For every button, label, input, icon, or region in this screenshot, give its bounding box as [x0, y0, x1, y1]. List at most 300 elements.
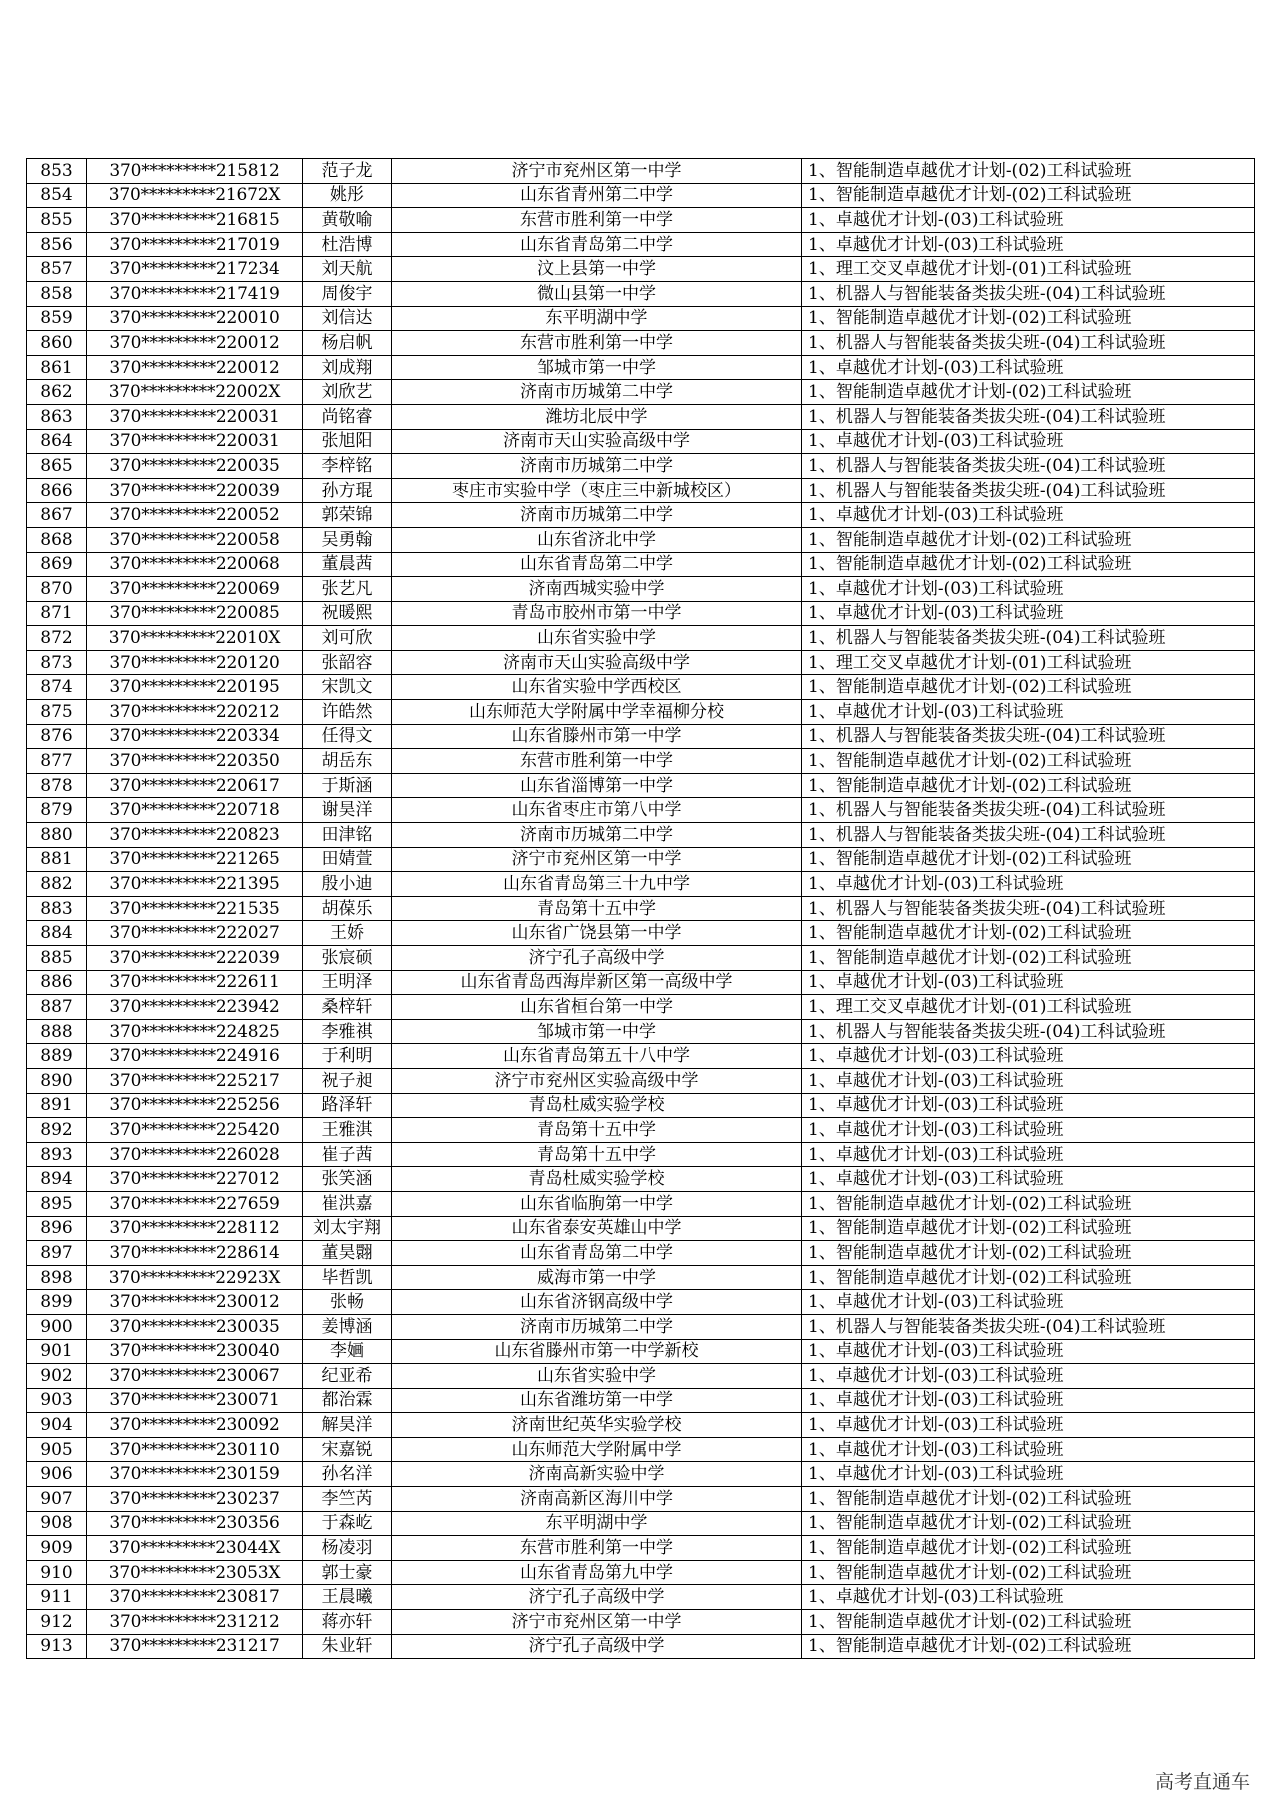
major-program-cell: 1、智能制造卓越优才计划-(02)工科试验班	[802, 946, 1255, 971]
student-name-cell: 张宸硕	[303, 946, 392, 971]
high-school-cell: 济南高新实验中学	[392, 1462, 802, 1487]
table-row	[27, 577, 1255, 602]
high-school-cell: 济南世纪英华实验学校	[392, 1413, 802, 1438]
high-school-cell: 济南市天山实验高级中学	[392, 650, 802, 675]
table-row	[27, 380, 1255, 405]
student-id-cell: 370*********230237	[87, 1487, 303, 1512]
major-program-cell: 1、卓越优才计划-(03)工科试验班	[802, 1364, 1255, 1389]
row-number-cell: 883	[27, 896, 87, 921]
major-program-cell: 1、智能制造卓越优才计划-(02)工科试验班	[802, 159, 1255, 184]
student-id-cell: 370*********220010	[87, 306, 303, 331]
major-program-cell: 1、卓越优才计划-(03)工科试验班	[802, 1339, 1255, 1364]
table-row	[27, 823, 1255, 848]
student-id-cell: 370*********220350	[87, 749, 303, 774]
student-id-cell: 370*********21672X	[87, 183, 303, 208]
table-row	[27, 1437, 1255, 1462]
major-program-cell: 1、卓越优才计划-(03)工科试验班	[802, 1093, 1255, 1118]
major-program-cell: 1、卓越优才计划-(03)工科试验班	[802, 1413, 1255, 1438]
student-id-cell: 370*********220195	[87, 675, 303, 700]
student-name-cell: 范子龙	[303, 159, 392, 184]
student-name-cell: 王娇	[303, 921, 392, 946]
major-program-cell: 1、智能制造卓越优才计划-(02)工科试验班	[802, 1610, 1255, 1635]
major-program-cell: 1、卓越优才计划-(03)工科试验班	[802, 970, 1255, 995]
major-program-cell: 1、卓越优才计划-(03)工科试验班	[802, 1388, 1255, 1413]
high-school-cell: 济南市历城第二中学	[392, 503, 802, 528]
student-name-cell: 姚彤	[303, 183, 392, 208]
table-row	[27, 1068, 1255, 1093]
student-name-cell: 王雅淇	[303, 1118, 392, 1143]
table-row	[27, 159, 1255, 184]
high-school-cell: 青岛杜威实验学校	[392, 1167, 802, 1192]
student-id-cell: 370*********22010X	[87, 626, 303, 651]
student-id-cell: 370*********22002X	[87, 380, 303, 405]
high-school-cell: 东营市胜利第一中学	[392, 1536, 802, 1561]
row-number-cell: 881	[27, 847, 87, 872]
table-row	[27, 675, 1255, 700]
high-school-cell: 青岛第十五中学	[392, 896, 802, 921]
major-program-cell: 1、机器人与智能装备类拔尖班-(04)工科试验班	[802, 454, 1255, 479]
student-name-cell: 许皓然	[303, 700, 392, 725]
row-number-cell: 907	[27, 1487, 87, 1512]
student-id-cell: 370*********221265	[87, 847, 303, 872]
high-school-cell: 山东省青岛第三十九中学	[392, 872, 802, 897]
student-id-cell: 370*********225420	[87, 1118, 303, 1143]
student-id-cell: 370*********220035	[87, 454, 303, 479]
student-id-cell: 370*********220212	[87, 700, 303, 725]
table-row	[27, 1585, 1255, 1610]
row-number-cell: 858	[27, 281, 87, 306]
student-name-cell: 董晨茜	[303, 552, 392, 577]
student-name-cell: 尚铭睿	[303, 404, 392, 429]
major-program-cell: 1、智能制造卓越优才计划-(02)工科试验班	[802, 1241, 1255, 1266]
major-program-cell: 1、卓越优才计划-(03)工科试验班	[802, 429, 1255, 454]
row-number-cell: 903	[27, 1388, 87, 1413]
student-id-cell: 370*********220039	[87, 478, 303, 503]
row-number-cell: 900	[27, 1314, 87, 1339]
high-school-cell: 济南市天山实验高级中学	[392, 429, 802, 454]
student-name-cell: 祝暖熙	[303, 601, 392, 626]
student-name-cell: 桑梓轩	[303, 995, 392, 1020]
student-name-cell: 黄敬喻	[303, 208, 392, 233]
table-row	[27, 306, 1255, 331]
major-program-cell: 1、机器人与智能装备类拔尖班-(04)工科试验班	[802, 478, 1255, 503]
student-id-cell: 370*********230110	[87, 1437, 303, 1462]
student-name-cell: 于森屹	[303, 1511, 392, 1536]
table-row	[27, 700, 1255, 725]
high-school-cell: 潍坊北辰中学	[392, 404, 802, 429]
major-program-cell: 1、智能制造卓越优才计划-(02)工科试验班	[802, 1634, 1255, 1659]
student-name-cell: 刘天航	[303, 257, 392, 282]
student-id-cell: 370*********227659	[87, 1191, 303, 1216]
student-id-cell: 370*********220617	[87, 773, 303, 798]
student-id-cell: 370*********215812	[87, 159, 303, 184]
student-id-cell: 370*********216815	[87, 208, 303, 233]
high-school-cell: 汶上县第一中学	[392, 257, 802, 282]
table-row	[27, 1290, 1255, 1315]
high-school-cell: 山东省济北中学	[392, 527, 802, 552]
high-school-cell: 枣庄市实验中学（枣庄三中新城校区）	[392, 478, 802, 503]
student-name-cell: 郭荣锦	[303, 503, 392, 528]
row-number-cell: 865	[27, 454, 87, 479]
table-row	[27, 1241, 1255, 1266]
row-number-cell: 867	[27, 503, 87, 528]
row-number-cell: 911	[27, 1585, 87, 1610]
row-number-cell: 863	[27, 404, 87, 429]
row-number-cell: 854	[27, 183, 87, 208]
table-row	[27, 478, 1255, 503]
table-row	[27, 1093, 1255, 1118]
student-name-cell: 胡岳东	[303, 749, 392, 774]
row-number-cell: 853	[27, 159, 87, 184]
high-school-cell: 邹城市第一中学	[392, 355, 802, 380]
high-school-cell: 青岛第十五中学	[392, 1142, 802, 1167]
table-row	[27, 1118, 1255, 1143]
row-number-cell: 891	[27, 1093, 87, 1118]
row-number-cell: 856	[27, 232, 87, 257]
student-name-cell: 谢昊洋	[303, 798, 392, 823]
table-row	[27, 1314, 1255, 1339]
student-id-cell: 370*********230067	[87, 1364, 303, 1389]
table-row	[27, 208, 1255, 233]
high-school-cell: 微山县第一中学	[392, 281, 802, 306]
high-school-cell: 济宁市兖州区第一中学	[392, 1610, 802, 1635]
major-program-cell: 1、机器人与智能装备类拔尖班-(04)工科试验班	[802, 331, 1255, 356]
major-program-cell: 1、卓越优才计划-(03)工科试验班	[802, 577, 1255, 602]
row-number-cell: 885	[27, 946, 87, 971]
table-row	[27, 331, 1255, 356]
student-id-cell: 370*********217419	[87, 281, 303, 306]
major-program-cell: 1、理工交叉卓越优才计划-(01)工科试验班	[802, 995, 1255, 1020]
row-number-cell: 888	[27, 1019, 87, 1044]
student-id-cell: 370*********220069	[87, 577, 303, 602]
student-name-cell: 张畅	[303, 1290, 392, 1315]
major-program-cell: 1、智能制造卓越优才计划-(02)工科试验班	[802, 1560, 1255, 1585]
major-program-cell: 1、智能制造卓越优才计划-(02)工科试验班	[802, 921, 1255, 946]
high-school-cell: 山东省青岛第五十八中学	[392, 1044, 802, 1069]
major-program-cell: 1、智能制造卓越优才计划-(02)工科试验班	[802, 749, 1255, 774]
footer-watermark: 高考直通车	[1154, 1771, 1250, 1793]
student-name-cell: 刘欣艺	[303, 380, 392, 405]
major-program-cell: 1、智能制造卓越优才计划-(02)工科试验班	[802, 847, 1255, 872]
table-row	[27, 1560, 1255, 1585]
student-name-cell: 刘太宇翔	[303, 1216, 392, 1241]
major-program-cell: 1、卓越优才计划-(03)工科试验班	[802, 1290, 1255, 1315]
row-number-cell: 857	[27, 257, 87, 282]
high-school-cell: 青岛杜威实验学校	[392, 1093, 802, 1118]
row-number-cell: 902	[27, 1364, 87, 1389]
row-number-cell: 855	[27, 208, 87, 233]
table-row	[27, 1265, 1255, 1290]
table-row	[27, 970, 1255, 995]
student-id-cell: 370*********220012	[87, 355, 303, 380]
major-program-cell: 1、机器人与智能装备类拔尖班-(04)工科试验班	[802, 281, 1255, 306]
row-number-cell: 873	[27, 650, 87, 675]
high-school-cell: 山东师范大学附属中学幸福柳分校	[392, 700, 802, 725]
row-number-cell: 879	[27, 798, 87, 823]
row-number-cell: 877	[27, 749, 87, 774]
student-name-cell: 孙名洋	[303, 1462, 392, 1487]
row-number-cell: 860	[27, 331, 87, 356]
student-id-cell: 370*********221395	[87, 872, 303, 897]
student-name-cell: 郭士豪	[303, 1560, 392, 1585]
student-id-cell: 370*********231212	[87, 1610, 303, 1635]
table-row	[27, 552, 1255, 577]
table-row	[27, 798, 1255, 823]
student-name-cell: 刘信达	[303, 306, 392, 331]
table-row	[27, 404, 1255, 429]
major-program-cell: 1、卓越优才计划-(03)工科试验班	[802, 1118, 1255, 1143]
major-program-cell: 1、智能制造卓越优才计划-(02)工科试验班	[802, 773, 1255, 798]
table-row	[27, 1388, 1255, 1413]
row-number-cell: 895	[27, 1191, 87, 1216]
major-program-cell: 1、理工交叉卓越优才计划-(01)工科试验班	[802, 257, 1255, 282]
major-program-cell: 1、卓越优才计划-(03)工科试验班	[802, 232, 1255, 257]
student-id-cell: 370*********220085	[87, 601, 303, 626]
student-name-cell: 张韶容	[303, 650, 392, 675]
student-name-cell: 李婳	[303, 1339, 392, 1364]
high-school-cell: 山东省青岛第二中学	[392, 552, 802, 577]
student-name-cell: 任得文	[303, 724, 392, 749]
student-id-cell: 370*********225217	[87, 1068, 303, 1093]
major-program-cell: 1、卓越优才计划-(03)工科试验班	[802, 1462, 1255, 1487]
row-number-cell: 876	[27, 724, 87, 749]
student-id-cell: 370*********22923X	[87, 1265, 303, 1290]
row-number-cell: 872	[27, 626, 87, 651]
major-program-cell: 1、智能制造卓越优才计划-(02)工科试验班	[802, 1536, 1255, 1561]
student-name-cell: 刘可欣	[303, 626, 392, 651]
table-row	[27, 896, 1255, 921]
high-school-cell: 山东省桓台第一中学	[392, 995, 802, 1020]
student-id-cell: 370*********220823	[87, 823, 303, 848]
student-name-cell: 祝子昶	[303, 1068, 392, 1093]
row-number-cell: 901	[27, 1339, 87, 1364]
high-school-cell: 济南市历城第二中学	[392, 454, 802, 479]
student-id-cell: 370*********220718	[87, 798, 303, 823]
student-name-cell: 路泽轩	[303, 1093, 392, 1118]
student-name-cell: 宋凯文	[303, 675, 392, 700]
student-id-cell: 370*********228112	[87, 1216, 303, 1241]
student-id-cell: 370*********220031	[87, 404, 303, 429]
major-program-cell: 1、卓越优才计划-(03)工科试验班	[802, 1585, 1255, 1610]
row-number-cell: 912	[27, 1610, 87, 1635]
student-name-cell: 李梓铭	[303, 454, 392, 479]
student-name-cell: 都治霖	[303, 1388, 392, 1413]
row-number-cell: 893	[27, 1142, 87, 1167]
major-program-cell: 1、卓越优才计划-(03)工科试验班	[802, 872, 1255, 897]
high-school-cell: 东营市胜利第一中学	[392, 331, 802, 356]
student-name-cell: 张旭阳	[303, 429, 392, 454]
major-program-cell: 1、卓越优才计划-(03)工科试验班	[802, 1167, 1255, 1192]
student-name-cell: 纪亚希	[303, 1364, 392, 1389]
major-program-cell: 1、智能制造卓越优才计划-(02)工科试验班	[802, 1191, 1255, 1216]
high-school-cell: 山东省淄博第一中学	[392, 773, 802, 798]
row-number-cell: 910	[27, 1560, 87, 1585]
student-id-cell: 370*********230159	[87, 1462, 303, 1487]
table-row	[27, 995, 1255, 1020]
row-number-cell: 896	[27, 1216, 87, 1241]
high-school-cell: 山东省滕州市第一中学	[392, 724, 802, 749]
table-row	[27, 1142, 1255, 1167]
student-id-cell: 370*********224916	[87, 1044, 303, 1069]
row-number-cell: 909	[27, 1536, 87, 1561]
student-id-cell: 370*********217019	[87, 232, 303, 257]
table-row	[27, 1339, 1255, 1364]
table-row	[27, 946, 1255, 971]
high-school-cell: 东营市胜利第一中学	[392, 208, 802, 233]
row-number-cell: 861	[27, 355, 87, 380]
high-school-cell: 济宁孔子高级中学	[392, 1634, 802, 1659]
student-id-cell: 370*********220012	[87, 331, 303, 356]
high-school-cell: 山东省济钢高级中学	[392, 1290, 802, 1315]
row-number-cell: 875	[27, 700, 87, 725]
major-program-cell: 1、智能制造卓越优才计划-(02)工科试验班	[802, 183, 1255, 208]
student-name-cell: 于斯涵	[303, 773, 392, 798]
row-number-cell: 880	[27, 823, 87, 848]
table-row	[27, 1044, 1255, 1069]
student-id-cell: 370*********217234	[87, 257, 303, 282]
student-name-cell: 宋嘉锐	[303, 1437, 392, 1462]
table-row	[27, 1536, 1255, 1561]
table-row	[27, 1191, 1255, 1216]
student-name-cell: 张笑涵	[303, 1167, 392, 1192]
table-row	[27, 527, 1255, 552]
student-name-cell: 董昊翾	[303, 1241, 392, 1266]
row-number-cell: 905	[27, 1437, 87, 1462]
row-number-cell: 869	[27, 552, 87, 577]
student-id-cell: 370*********220120	[87, 650, 303, 675]
high-school-cell: 山东省潍坊第一中学	[392, 1388, 802, 1413]
row-number-cell: 878	[27, 773, 87, 798]
table-row	[27, 921, 1255, 946]
student-id-cell: 370*********231217	[87, 1634, 303, 1659]
student-id-cell: 370*********220058	[87, 527, 303, 552]
student-name-cell: 胡葆乐	[303, 896, 392, 921]
high-school-cell: 济南市历城第二中学	[392, 1314, 802, 1339]
student-name-cell: 孙方琨	[303, 478, 392, 503]
high-school-cell: 山东省实验中学西校区	[392, 675, 802, 700]
major-program-cell: 1、卓越优才计划-(03)工科试验班	[802, 355, 1255, 380]
major-program-cell: 1、理工交叉卓越优才计划-(01)工科试验班	[802, 650, 1255, 675]
row-number-cell: 897	[27, 1241, 87, 1266]
row-number-cell: 882	[27, 872, 87, 897]
table-row	[27, 749, 1255, 774]
student-name-cell: 王明泽	[303, 970, 392, 995]
row-number-cell: 884	[27, 921, 87, 946]
high-school-cell: 东平明湖中学	[392, 1511, 802, 1536]
major-program-cell: 1、卓越优才计划-(03)工科试验班	[802, 700, 1255, 725]
student-id-cell: 370*********228614	[87, 1241, 303, 1266]
student-name-cell: 周俊宇	[303, 281, 392, 306]
high-school-cell: 山东省青岛第九中学	[392, 1560, 802, 1585]
student-id-cell: 370*********221535	[87, 896, 303, 921]
row-number-cell: 868	[27, 527, 87, 552]
high-school-cell: 山东省青岛第二中学	[392, 232, 802, 257]
high-school-cell: 济宁市兖州区实验高级中学	[392, 1068, 802, 1093]
student-id-cell: 370*********222027	[87, 921, 303, 946]
major-program-cell: 1、智能制造卓越优才计划-(02)工科试验班	[802, 1487, 1255, 1512]
row-number-cell: 874	[27, 675, 87, 700]
major-program-cell: 1、机器人与智能装备类拔尖班-(04)工科试验班	[802, 896, 1255, 921]
table-row	[27, 1167, 1255, 1192]
major-program-cell: 1、卓越优才计划-(03)工科试验班	[802, 1437, 1255, 1462]
student-id-cell: 370*********220334	[87, 724, 303, 749]
row-number-cell: 906	[27, 1462, 87, 1487]
table-row	[27, 626, 1255, 651]
student-id-cell: 370*********23044X	[87, 1536, 303, 1561]
high-school-cell: 济宁孔子高级中学	[392, 1585, 802, 1610]
student-name-cell: 解昊洋	[303, 1413, 392, 1438]
major-program-cell: 1、卓越优才计划-(03)工科试验班	[802, 1044, 1255, 1069]
student-name-cell: 殷小迪	[303, 872, 392, 897]
row-number-cell: 866	[27, 478, 87, 503]
table-row	[27, 650, 1255, 675]
high-school-cell: 山东省滕州市第一中学新校	[392, 1339, 802, 1364]
table-row	[27, 429, 1255, 454]
major-program-cell: 1、机器人与智能装备类拔尖班-(04)工科试验班	[802, 1019, 1255, 1044]
high-school-cell: 济南市历城第二中学	[392, 380, 802, 405]
major-program-cell: 1、智能制造卓越优才计划-(02)工科试验班	[802, 527, 1255, 552]
admission-list-table	[26, 158, 1255, 1659]
high-school-cell: 山东师范大学附属中学	[392, 1437, 802, 1462]
student-id-cell: 370*********23053X	[87, 1560, 303, 1585]
student-name-cell: 张艺凡	[303, 577, 392, 602]
high-school-cell: 济南西城实验中学	[392, 577, 802, 602]
table-row	[27, 1634, 1255, 1659]
major-program-cell: 1、智能制造卓越优才计划-(02)工科试验班	[802, 1265, 1255, 1290]
high-school-cell: 山东省广饶县第一中学	[392, 921, 802, 946]
table-row	[27, 454, 1255, 479]
high-school-cell: 邹城市第一中学	[392, 1019, 802, 1044]
table-row	[27, 232, 1255, 257]
student-name-cell: 崔子茜	[303, 1142, 392, 1167]
high-school-cell: 山东省实验中学	[392, 626, 802, 651]
major-program-cell: 1、智能制造卓越优才计划-(02)工科试验班	[802, 675, 1255, 700]
major-program-cell: 1、智能制造卓越优才计划-(02)工科试验班	[802, 1511, 1255, 1536]
row-number-cell: 908	[27, 1511, 87, 1536]
major-program-cell: 1、卓越优才计划-(03)工科试验班	[802, 503, 1255, 528]
table-row	[27, 257, 1255, 282]
student-id-cell: 370*********230012	[87, 1290, 303, 1315]
student-id-cell: 370*********220068	[87, 552, 303, 577]
major-program-cell: 1、卓越优才计划-(03)工科试验班	[802, 601, 1255, 626]
table-row	[27, 1216, 1255, 1241]
table-row	[27, 1462, 1255, 1487]
table-body	[27, 159, 1255, 1659]
student-id-cell: 370*********230356	[87, 1511, 303, 1536]
major-program-cell: 1、卓越优才计划-(03)工科试验班	[802, 1142, 1255, 1167]
student-id-cell: 370*********226028	[87, 1142, 303, 1167]
high-school-cell: 青岛市胶州市第一中学	[392, 601, 802, 626]
major-program-cell: 1、卓越优才计划-(03)工科试验班	[802, 1068, 1255, 1093]
student-id-cell: 370*********224825	[87, 1019, 303, 1044]
major-program-cell: 1、机器人与智能装备类拔尖班-(04)工科试验班	[802, 823, 1255, 848]
student-id-cell: 370*********230092	[87, 1413, 303, 1438]
student-name-cell: 刘成翔	[303, 355, 392, 380]
row-number-cell: 859	[27, 306, 87, 331]
high-school-cell: 山东省泰安英雄山中学	[392, 1216, 802, 1241]
major-program-cell: 1、智能制造卓越优才计划-(02)工科试验班	[802, 1216, 1255, 1241]
student-id-cell: 370*********222039	[87, 946, 303, 971]
row-number-cell: 899	[27, 1290, 87, 1315]
major-program-cell: 1、机器人与智能装备类拔尖班-(04)工科试验班	[802, 626, 1255, 651]
row-number-cell: 871	[27, 601, 87, 626]
student-id-cell: 370*********222611	[87, 970, 303, 995]
major-program-cell: 1、机器人与智能装备类拔尖班-(04)工科试验班	[802, 404, 1255, 429]
student-id-cell: 370*********220031	[87, 429, 303, 454]
high-school-cell: 济南高新区海川中学	[392, 1487, 802, 1512]
student-id-cell: 370*********227012	[87, 1167, 303, 1192]
row-number-cell: 904	[27, 1413, 87, 1438]
